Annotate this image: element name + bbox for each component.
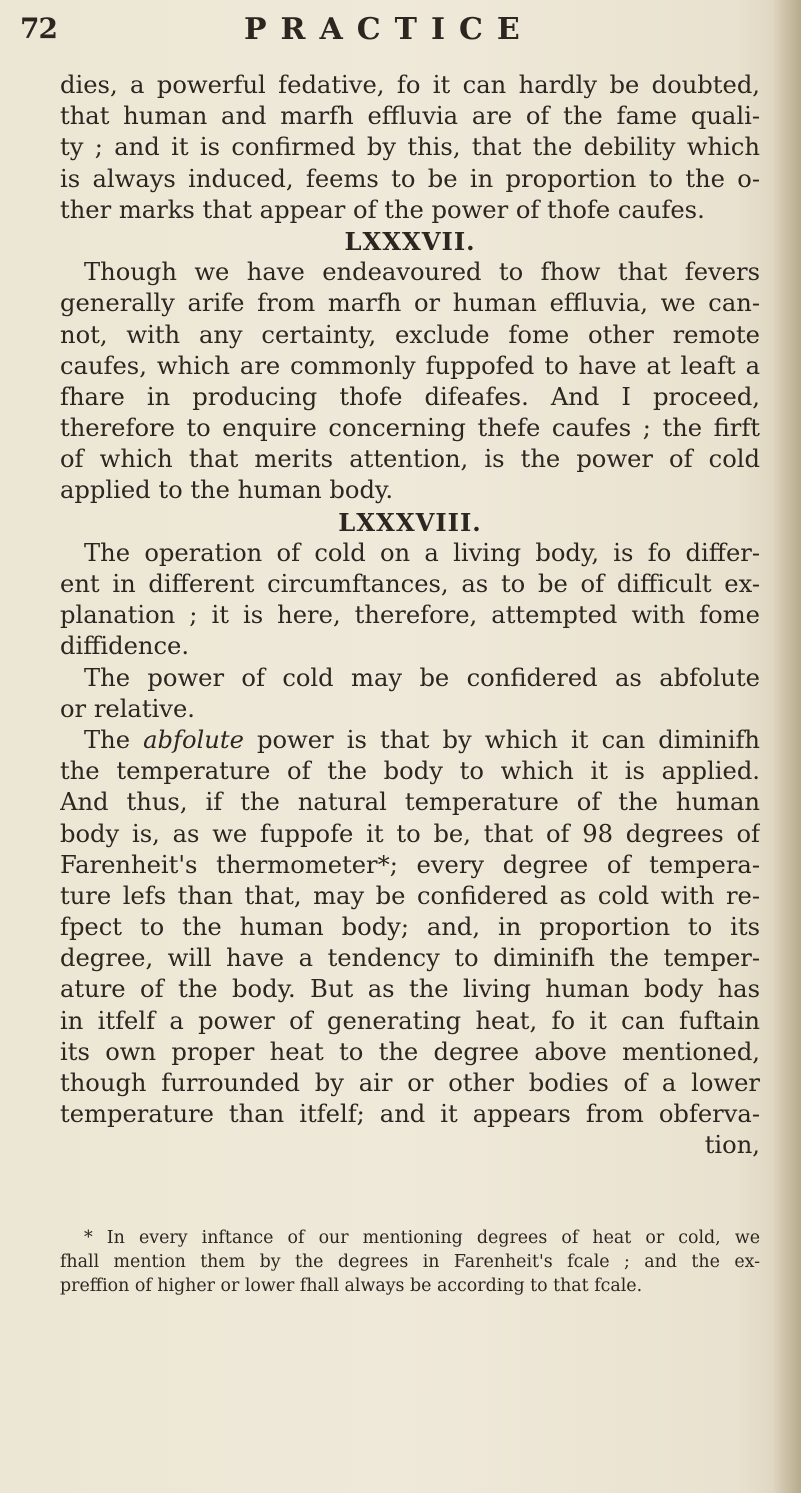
text-line: fpect to the human body; and, in proportion to its: [60, 913, 760, 942]
text-line: though furrounded by air or other bodies of a lower: [60, 1069, 760, 1097]
text-line: applied to the human body.: [60, 476, 394, 505]
text-line: ty ; and it is confirmed by this, that the debility which: [60, 133, 760, 162]
italic-term: abfolute: [143, 725, 244, 754]
text-line: Farenheit's thermometer*; every degree of tempera-: [60, 850, 760, 879]
text-line: the temperature of the body to which it is applied.: [60, 757, 760, 786]
text-line: body is, as we fuppofe it to be, that of 98 degrees of: [60, 819, 760, 848]
text-line: temperature than itfelf; and it appears from obferva-: [60, 1100, 760, 1129]
text-line: ture lefs than that, may be confidered as cold with re-: [60, 881, 760, 910]
section-number: LXXXVIII.: [338, 507, 482, 537]
text-line: diffidence.: [60, 632, 190, 661]
text-line: And thus, if the natural temperature of the human: [60, 788, 760, 817]
footnote-line: fhall mention them by the degrees in Farenheit's fcale ; and the ex-: [60, 1252, 760, 1272]
text-line: of which that merits attention, is the power of cold: [60, 445, 760, 474]
text-line: fhare in producing thofe difeafes. And I proceed,: [60, 382, 760, 411]
text-line: therefore to enquire concerning thefe caufes ; the firft: [60, 414, 760, 443]
catchword: tion,: [704, 1131, 760, 1160]
text-line: ther marks that appear of the power of thofe caufes.: [60, 195, 705, 224]
running-head: PRACTICE: [244, 12, 534, 47]
text-line: Though we have endeavoured to fhow that fevers: [84, 258, 760, 287]
text-line: generally arife from marfh or human effluvia, we can-: [60, 289, 760, 318]
text-line: planation ; it is here, therefore, attempted with fome: [60, 601, 760, 630]
text-line: caufes, which are commonly fuppofed to have at leaft a: [60, 351, 760, 380]
text-line: ature of the body. But as the living human body has: [60, 975, 760, 1004]
page-header: [20, 4, 620, 54]
page-number: 72: [20, 12, 57, 45]
footnote-line: preffion of higher or lower fhall always be according to that fcale.: [60, 1276, 643, 1296]
text-line: its own proper heat to the degree above mentioned,: [60, 1037, 760, 1066]
text-line: that human and marfh effluvia are of the fame quali-: [60, 102, 760, 131]
body-text: [60, 70, 760, 1162]
text-line: not, with any certainty, exclude fome other remote: [60, 320, 760, 349]
footnote-line: * In every inftance of our mentioning degrees of heat or cold, we: [84, 1228, 760, 1248]
text-line: in itfelf a power of generating heat, fo it can fuftain: [60, 1006, 760, 1035]
text-line: degree, will have a tendency to diminifh the temper-: [60, 944, 760, 973]
text-line: The power of cold may be confidered as abfolute: [84, 663, 760, 692]
text-line: The abfolute power is that by which it can diminifh: [84, 725, 760, 754]
text-line: dies, a powerful fedative, fo it can hardly be doubted,: [60, 71, 760, 99]
page-edge-shadow: [773, 0, 801, 1493]
text-line: The operation of cold on a living body, is fo differ-: [84, 538, 760, 567]
text-line: ent in different circumftances, as to be of difficult ex-: [60, 570, 760, 598]
text-line: or relative.: [60, 694, 195, 723]
text-line: is always induced, feems to be in proportion to the o-: [60, 164, 760, 193]
footnote: [60, 1226, 760, 1298]
section-number: LXXXVII.: [344, 226, 476, 256]
